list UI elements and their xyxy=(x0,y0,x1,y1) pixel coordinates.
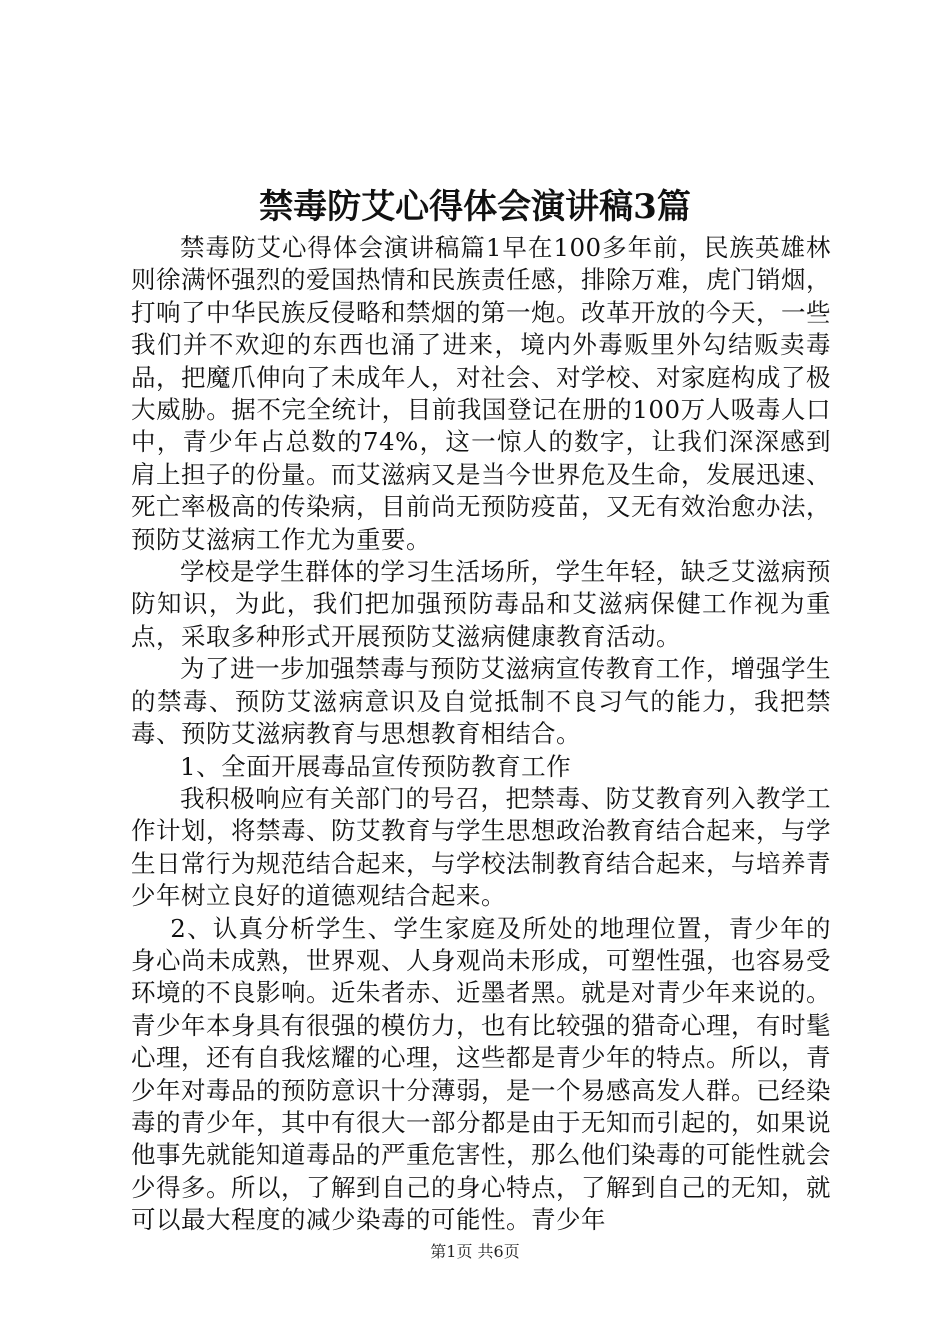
paragraph-section-2: 2、认真分析学生、学生家庭及所处的地理位置，青少年的身心尚未成熟，世界观、人身观尚未形成，可塑性强，也容易受环境的不良影响。近朱者赤、近墨者黑。就是对青少年来说的。青少年本身具有很强的模仿力，也有比较强的猎奇心理，有时髦心理，还有自我炫耀的心理，这些都是青少年的特点。所以，青少年对毒品的预防意识十分薄弱，是一个易感高发人群。已经染毒的青少年，其中有很大一部分都是由于无知而引起的，如果说他事先就能知道毒品的严重危害性，那么他们染毒的可能性就会少得多。所以，了解到自己的身心特点，了解到自己的无知，就可以最大程度的减少染毒的可能性。青少年 xyxy=(131,913,831,1235)
paragraph-section-1: 我积极响应有关部门的号召，把禁毒、防艾教育列入教学工作计划，将禁毒、防艾教育与学生思想政治教育结合起来，与学生日常行为规范结合起来，与学校法制教育结合起来，与培养青少年树立良好的道德观结合起来。 xyxy=(131,783,831,911)
paragraph-further: 为了进一步加强禁毒与预防艾滋病宣传教育工作，增强学生的禁毒、预防艾滋病意识及自觉抵制不良习气的能力，我把禁毒、预防艾滋病教育与思想教育相结合。 xyxy=(131,654,831,749)
document-body xyxy=(131,232,831,1237)
document-title: 禁毒防艾心得体会演讲稿3篇 xyxy=(259,187,691,227)
paragraph-school: 学校是学生群体的学习生活场所，学生年轻，缺乏艾滋病预防知识，为此，我们把加强预防毒品和艾滋病保健工作视为重点，采取多种形式开展预防艾滋病健康教育活动。 xyxy=(131,557,831,651)
paragraph-intro: 禁毒防艾心得体会演讲稿篇1早在100多年前，民族英雄林则徐满怀强烈的爱国热情和民族责任感，排除万难，虎门销烟，打响了中华民族反侵略和禁烟的第一炮。改革开放的今天，一些我们并不欢迎的东西也涌了进来，境内外毒贩里外勾结贩卖毒品，把魔爪伸向了未成年人，对社会、对学校、对家庭构成了极大威胁。据不完全统计，目前我国登记在册的100万人吸毒人口中，青少年占总数的74%，这一惊人的数字，让我们深深感到肩上担子的份量。而艾滋病又是当今世界危及生命，发展迅速、死亡率极高的传染病，目前尚无预防疫苗，又无有效治愈办法，预防艾滋病工作尤为重要。 xyxy=(131,233,831,554)
section-heading-1: 1、全面开展毒品宣传预防教育工作 xyxy=(180,751,572,781)
page-number-footer: 第1页 共6页 xyxy=(430,1242,520,1261)
